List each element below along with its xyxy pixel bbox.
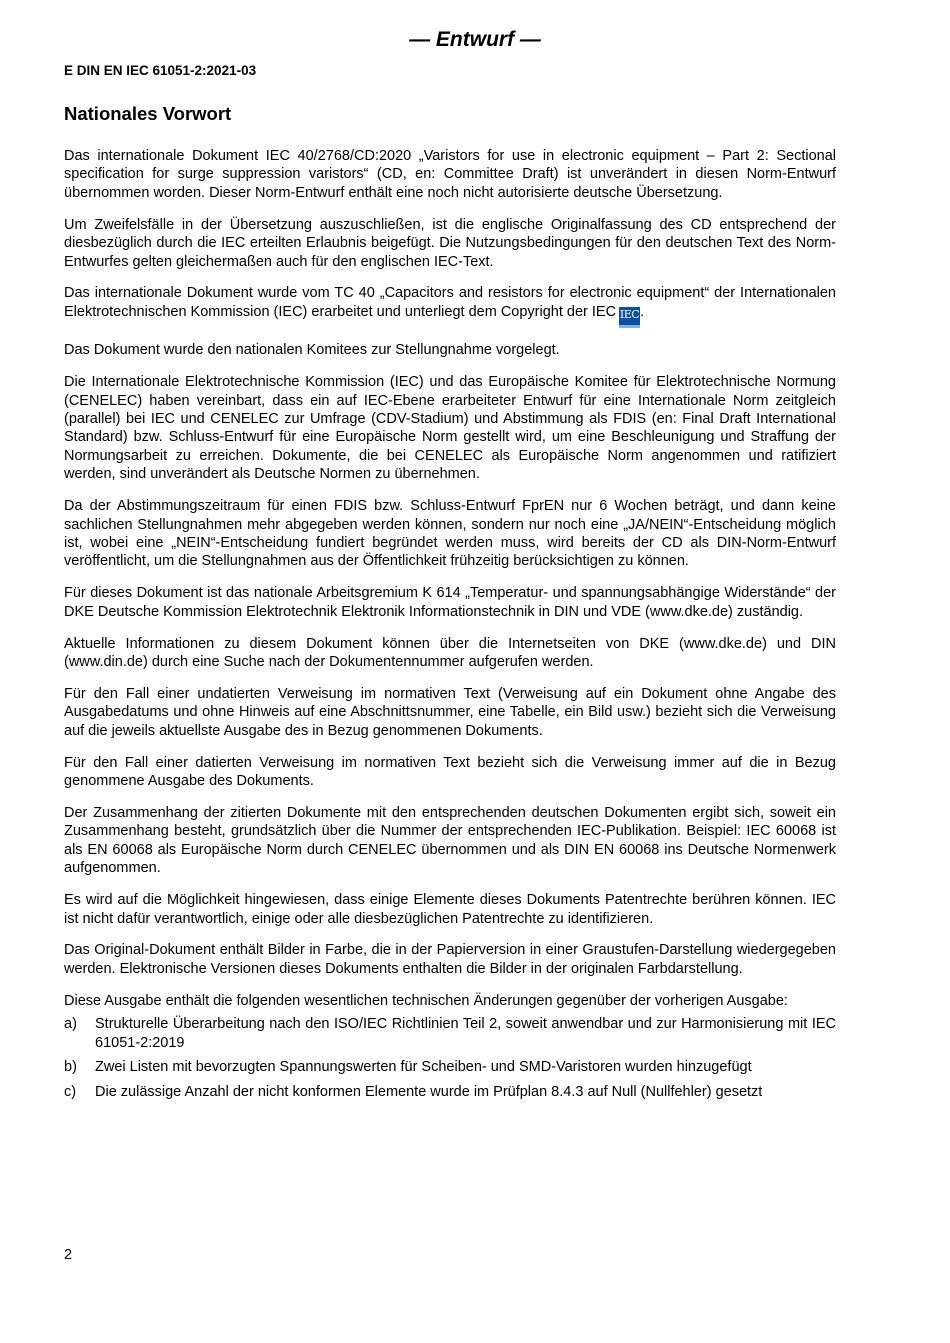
list-text: Strukturelle Überarbeitung nach den ISO/IEC Richtlinien Teil 2, soweit anwendbar und zur Harmonisierung mit IEC 61051-2:2019 xyxy=(95,1016,836,1051)
national-foreword xyxy=(64,103,836,1108)
paragraph-copyright xyxy=(64,284,836,327)
paragraph: Um Zweifelsfälle in der Übersetzung auszuschließen, ist die englische Originalfassung des CD entsprechend der diesbezüglich durch die IEC erteilten Erlaubnis beigefügt. Die Nutzungsbedingungen für den deutschen Text des Norm-Entwurfes gelten gleichermaßen auch für den englischen IEC-Text. xyxy=(64,216,836,270)
paragraph: Für den Fall einer datierten Verweisung im normativen Text bezieht sich die Verweisung immer auf die in Bezug genommene Ausgabe des Dokuments. xyxy=(64,754,836,790)
list-item xyxy=(64,1083,836,1101)
paragraph: Das internationale Dokument IEC 40/2768/CD:2020 „Varistors for use in electronic equipment – Part 2: Sectional specification for surge suppression varistors“ (CD, en: Committee Draft) ist unverändert in diesen Norm-Entwurf übernommen worden. Dieser Norm-Entwurf enthält eine noch nicht autorisierte deutsche Übersetzung. xyxy=(64,148,836,201)
paragraph: Da der Abstimmungszeitraum für einen FDIS bzw. Schluss-Entwurf FprEN nur 6 Wochen beträgt, und dann keine sachlichen Stellungnahmen mehr abgegeben werden können, sondern nur noch eine „JA/NEIN“-Entscheidung möglich ist, wobei eine „NEIN“-Entscheidung fundiert begründet werden muss, wird bereits der CD als DIN-Norm-Entwurf veröffentlicht, um die Stellungnahmen aus der Öffentlichkeit frühzeitig berücksichtigen zu können. xyxy=(64,498,836,570)
iec-logo-icon: IEC xyxy=(619,307,640,328)
page-number: 2 xyxy=(64,1247,73,1263)
paragraph: Der Zusammenhang der zitierten Dokumente mit den entsprechenden deutschen Dokumenten ergibt sich, soweit ein Zusammenhang besteht, grundsätzlich über die Nummer der entsprechenden IEC-Publikation. Beispiel: IEC 60068 ist als EN 60068 als Europäische Norm durch CENELEC übernommen und als DIN EN 60068 ins Deutsche Normenwerk aufgenommen. xyxy=(64,804,836,877)
list-text: Zwei Listen mit bevorzugten Spannungswerten für Scheiben- und SMD-Varistoren wurden hinzugefügt xyxy=(95,1059,752,1076)
list-item xyxy=(64,1015,836,1052)
list-marker: a) xyxy=(64,1016,77,1033)
paragraph: Für dieses Dokument ist das nationale Arbeitsgremium K 614 „Temperatur- und spannungsabhängige Widerstände“ der DKE Deutsche Kommission Elektrotechnik Elektronik Informationstechnik in DIN und VDE (www.dke.de) zuständig. xyxy=(64,585,836,620)
paragraph: Die Internationale Elektrotechnische Kommission (IEC) und das Europäische Komitee für Elektrotechnische Normung (CENELEC) haben vereinbart, dass ein auf IEC-Ebene erarbeiteter Entwurf für eine Internationale Norm zeitgleich (parallel) bei IEC und CENELEC zur Umfrage (CDV-Stadium) und Abstimmung als FDIS (en: Final Draft International Standard) bzw. Schluss-Entwurf für eine Europäische Norm gestellt wird, um eine Beschleunigung und Straffung der Normungsarbeit zu erreichen. Dokumente, die bei CENELEC als Europäische Norm angenommen und ratifiziert werden, sind unverändert als Deutsche Normen zu übernehmen. xyxy=(64,374,836,483)
paragraph-text: Das internationale Dokument wurde vom TC 40 „Capacitors and resistors for electronic equipment“ der Internationalen Elektrotechnischen Kommission (IEC) erarbeitet und unterliegt dem Copyright der IEC xyxy=(64,285,836,320)
document-id: E DIN EN IEC 61051-2:2021-03 xyxy=(64,63,257,78)
list-marker: b) xyxy=(64,1059,77,1076)
list-item xyxy=(64,1058,836,1076)
draft-mark: — Entwurf — xyxy=(409,28,541,51)
paragraph-end: . xyxy=(640,303,645,320)
section-heading: Nationales Vorwort xyxy=(64,103,232,124)
paragraph: Das Original-Dokument enthält Bilder in Farbe, die in der Papierversion in einer Graustufen-Darstellung wiedergegeben werden. Elektronische Versionen dieses Dokuments enthalten die Bilder in der originalen Farbdarstellung. xyxy=(64,942,836,977)
list-marker: c) xyxy=(64,1084,77,1101)
paragraph: Es wird auf die Möglichkeit hingewiesen, dass einige Elemente dieses Dokuments Patentrechte berühren können. IEC ist nicht dafür verantwortlich, einige oder alle diesbezüglichen Patentrechte zu identifizieren. xyxy=(64,892,836,927)
list-text: Die zulässige Anzahl der nicht konformen Elemente wurde im Prüfplan 8.4.3 auf Null (Nullfehler) gesetzt xyxy=(95,1084,763,1101)
paragraph: Für den Fall einer undatierten Verweisung im normativen Text (Verweisung auf ein Dokument ohne Angabe des Ausgabedatums und ohne Hinweis auf eine Abschnittsnummer, eine Tabelle, ein Bild usw.) bezieht sich die Verweisung auf die jeweils aktuellste Ausgabe des in Bezug genommenen Dokuments. xyxy=(64,685,836,739)
paragraph: Aktuelle Informationen zu diesem Dokument können über die Internetseiten von DKE (www.dke.de) und DIN (www.din.de) durch eine Suche nach der Dokumentennummer aufgerufen werden. xyxy=(64,635,836,671)
paragraph: Das Dokument wurde den nationalen Komitees zur Stellungnahme vorgelegt. xyxy=(64,342,560,359)
changes-intro: Diese Ausgabe enthält die folgenden wesentlichen technischen Änderungen gegenüber der vorherigen Ausgabe: xyxy=(64,992,788,1009)
